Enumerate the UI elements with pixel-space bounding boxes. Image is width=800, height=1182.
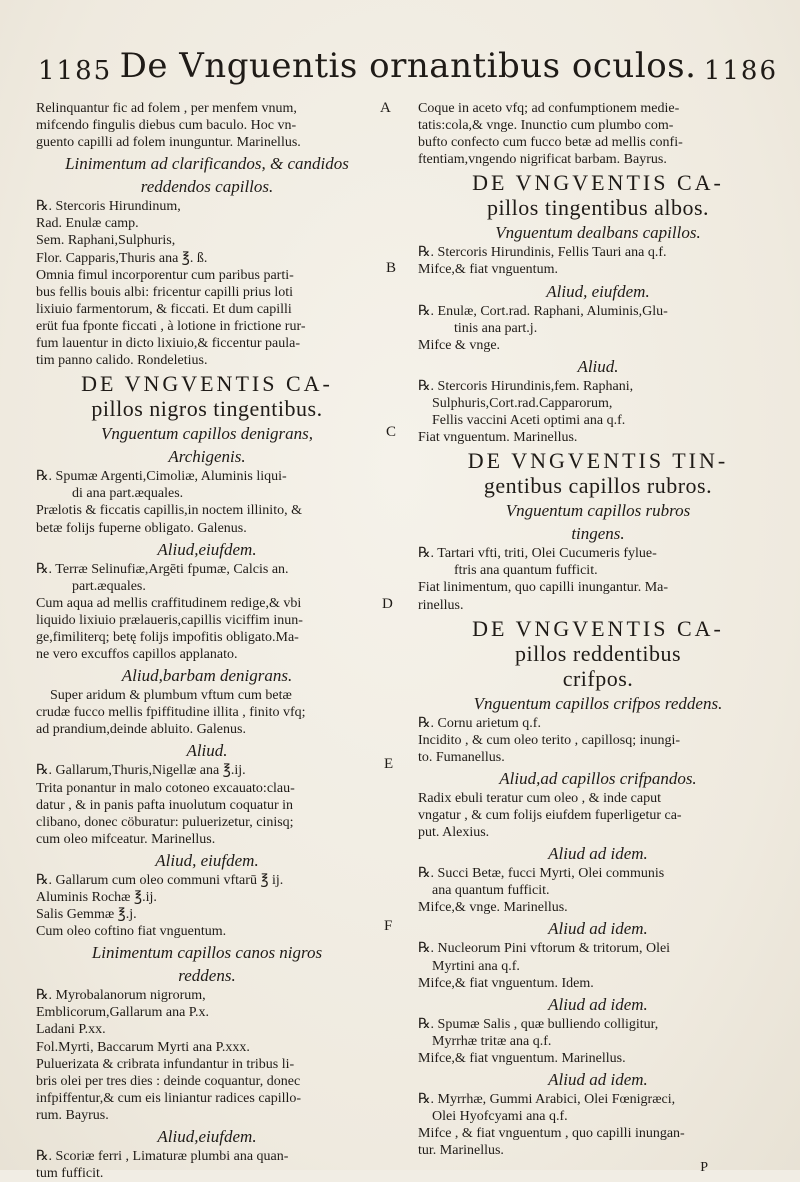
heading-italic: Aliud,eiufdem. xyxy=(157,1127,257,1147)
text-line: Olei Hyofcyami ana q.f. xyxy=(432,1109,568,1125)
left-column xyxy=(36,100,378,1182)
text-line: ℞. Enulæ, Cort.rad. Raphani, Aluminis,Glu- xyxy=(418,303,668,319)
text-line: Mifce,& fiat vnguentum. xyxy=(418,262,558,278)
text-line: liquido lixiuio prælaueris,capillis viciffim inun- xyxy=(36,612,303,628)
section-heading: DE VNGVENTIS TIN- xyxy=(467,448,729,474)
heading-italic: Aliud, eiufdem. xyxy=(155,850,259,870)
text-line: fum lauentur in dicto lixiuio,& ficcentur paula- xyxy=(36,336,300,352)
text-line: ℞. Terræ Selinufiæ,Argēti fpumæ, Calcis an. xyxy=(36,561,289,577)
page-header xyxy=(38,46,778,96)
text-line: Mifce,& fiat vnguentum. Idem. xyxy=(418,975,594,991)
margin-letter-e: E xyxy=(384,756,394,772)
heading-italic: Aliud ad idem. xyxy=(548,1070,648,1089)
page-number-right: 1186 xyxy=(703,56,778,86)
section-heading-sub: crifpos. xyxy=(562,665,634,691)
text-line: infpiffentur,& cum eis liniantur radices capillo- xyxy=(36,1090,302,1106)
text-line: vngatur , & cum folijs eiufdem fuperligetur ca- xyxy=(418,807,682,823)
heading-italic: Archigenis. xyxy=(168,447,246,467)
text-line: betæ folijs fuperne obligato. Galenus. xyxy=(36,520,247,536)
margin-letter-c: C xyxy=(386,424,397,440)
heading-italic: Aliud, eiufdem. xyxy=(546,281,650,301)
section-heading-sub: gentibus capillos rubros. xyxy=(483,473,713,499)
heading-italic: reddendos capillos. xyxy=(140,177,274,197)
heading-italic: Aliud,barbam denigrans. xyxy=(121,666,293,686)
heading-italic: Aliud ad idem. xyxy=(548,919,648,939)
text-line: mifcendo fingulis diebus cum baculo. Hoc vn- xyxy=(36,118,297,134)
text-line: di ana part.æquales. xyxy=(72,486,184,502)
text-line: Mifce,& vnge. Marinellus. xyxy=(418,900,568,916)
text-line: ad prandium,deinde abluito. Galenus. xyxy=(36,722,246,738)
margin-letter-a: A xyxy=(380,100,391,116)
text-line: tinis ana part.j. xyxy=(454,320,538,336)
heading-italic: Vnguentum capillos rubros xyxy=(505,501,691,521)
text-line: ℞. Succi Betæ, fucci Myrti, Olei communis xyxy=(418,866,665,882)
text-line: ℞. Tartari vfti, triti, Olei Cucumeris fylue- xyxy=(418,546,657,562)
heading-italic: Aliud ad idem. xyxy=(548,844,648,864)
section-heading-sub: pillos nigros tingentibus. xyxy=(91,396,323,422)
heading-italic: Vnguentum capillos crifpos reddens. xyxy=(473,693,723,713)
text-line: ℞. Spumæ Salis , quæ bulliendo colligitur, xyxy=(418,1016,659,1032)
catchword: P xyxy=(700,1160,708,1176)
text-line: Aluminis Rochæ ℥.ij. xyxy=(36,890,157,905)
text-line: tim panno calido. Rondeletius. xyxy=(36,353,208,369)
heading-italic: Aliud. xyxy=(577,356,619,376)
text-line: Rad. Enulæ camp. xyxy=(36,216,139,232)
text-line: Sem. Raphani,Sulphuris, xyxy=(36,233,176,249)
text-line: guento capilli ad folem inunguntur. Marinellus. xyxy=(36,135,301,151)
text-line: Super aridum & plumbum vftum cum betæ xyxy=(50,688,292,704)
margin-letter-f: F xyxy=(384,918,393,934)
text-line: bris olei per tres dies : deinde coquantur, donec xyxy=(36,1073,301,1089)
text-line: Incidito , & cum oleo terito , capillosq; inungi- xyxy=(418,732,681,748)
heading-italic: Aliud,ad capillos crifpandos. xyxy=(499,768,697,788)
text-line: ℞. Spumæ Argenti,Cimoliæ, Aluminis liqui- xyxy=(36,469,287,485)
text-line: to. Fumanellus. xyxy=(418,749,505,765)
text-line: crudæ fucco mellis fpiffitudine illita , finito vfq; xyxy=(36,705,306,721)
text-line: Mifce , & fiat vnguentum , quo capilli inungan- xyxy=(418,1126,685,1142)
text-line: Cum oleo coftino fiat vnguentum. xyxy=(36,924,227,940)
text-line: ℞. Cornu arietum q.f. xyxy=(418,715,541,731)
section-heading: DE VNGVENTIS CA- xyxy=(472,615,724,641)
heading-italic: Linimentum capillos canos nigros xyxy=(91,943,323,963)
heading-italic: Aliud,eiufdem. xyxy=(157,539,257,559)
text-line: clibano, donec cöburatur: puluerizetur, cinisq; xyxy=(36,814,294,830)
text-line: Fellis vaccini Aceti optimi ana q.f. xyxy=(432,413,626,429)
text-line: bufto confecto cum fucco betæ ad mellis confi- xyxy=(418,135,683,151)
text-line: tur. Marinellus. xyxy=(418,1143,504,1159)
section-heading-sub: pillos reddentibus xyxy=(514,640,682,666)
text-line: Fiat linimentum, quo capilli inungantur. Ma- xyxy=(418,580,669,596)
text-line: erüt fua fponte ficcati , à lotione in frictione rur- xyxy=(36,318,306,334)
section-heading-sub: pillos tingentibus albos. xyxy=(486,195,710,221)
section-heading: DE VNGVENTIS CA- xyxy=(472,170,724,196)
running-title: De Vnguentis ornantibus oculos. xyxy=(119,46,697,86)
heading-italic: Vnguentum dealbans capillos. xyxy=(495,223,701,243)
text-line: tatis:cola,& vnge. Inunctio cum plumbo com- xyxy=(418,118,674,134)
heading-italic: reddens. xyxy=(178,966,236,986)
page-number-left: 1185 xyxy=(38,56,113,86)
text-line: cum oleo mifceatur. Marinellus. xyxy=(36,831,216,847)
text-line: Emblicorum,Gallarum ana P.x. xyxy=(36,1005,210,1021)
text-line: ℞. Gallarum,Thuris,Nigellæ ana ℥.ij. xyxy=(36,763,246,779)
text-line: bus fellis bouis albi: fricentur capilli prius loti xyxy=(36,284,294,300)
text-line: Myrrhæ tritæ ana q.f. xyxy=(432,1033,552,1049)
text-line: tum fufficit. xyxy=(36,1166,104,1182)
text-line: rinellus. xyxy=(418,597,464,613)
heading-italic: Vnguentum capillos denigrans, xyxy=(100,424,313,444)
text-line: Sulphuris,Cort.rad.Capparorum, xyxy=(432,395,613,411)
text-line: ftentiam,vngendo nigrificat barbam. Bayrus. xyxy=(418,152,667,168)
text-line: ne vero excuffos capillos applanato. xyxy=(36,647,238,663)
text-line: ℞. Scoriæ ferri , Limaturæ plumbi ana quan- xyxy=(36,1149,289,1165)
text-line: Fol.Myrti, Baccarum Myrti ana P.xxx. xyxy=(36,1039,250,1055)
text-line: Trita ponantur in malo cotoneo excauato:clau- xyxy=(36,780,295,796)
text-line: ℞. Myrobalanorum nigrorum, xyxy=(36,988,206,1004)
text-line: rum. Bayrus. xyxy=(36,1107,109,1123)
text-line: lixiuio farmentorum, & ficcati. Et dum capilli xyxy=(36,301,292,317)
right-column xyxy=(418,100,778,1176)
heading-italic: Aliud. xyxy=(186,741,228,761)
text-line: Myrtini ana q.f. xyxy=(432,958,520,974)
text-line: put. Alexius. xyxy=(418,825,490,841)
heading-italic: Aliud ad idem. xyxy=(548,994,648,1014)
text-line: Coque in aceto vfq; ad confumptionem medie- xyxy=(418,101,680,116)
text-line: Prælotis & ficcatis capillis,in noctem illinito, & xyxy=(36,503,302,519)
heading-italic: tingens. xyxy=(571,524,625,544)
text-line: Flor. Capparis,Thuris ana ℥. ß. xyxy=(36,250,208,266)
text-line: Fiat vnguentum. Marinellus. xyxy=(418,430,578,446)
text-line: datur , & in panis pafta inuolutum coquatur in xyxy=(36,797,294,813)
text-line: ℞. Stercoris Hirundinum, xyxy=(36,199,181,215)
text-line: Ladani P.xx. xyxy=(36,1022,106,1038)
text-line: ℞. Nucleorum Pini vftorum & tritorum, Olei xyxy=(418,941,671,957)
text-line: Omnia fimul incorporentur cum paribus parti- xyxy=(36,267,294,283)
text-line: Cum aqua ad mellis craffitudinem redige,& vbi xyxy=(36,595,302,611)
text-line: ftris ana quantum fufficit. xyxy=(454,563,598,579)
text-line: ℞. Stercoris Hirundinis, Fellis Tauri ana q.f. xyxy=(418,245,667,261)
text-line: Salis Gemmæ ℥.j. xyxy=(36,907,137,923)
text-line: Mifce & vnge. xyxy=(418,337,501,353)
section-heading: DE VNGVENTIS CA- xyxy=(81,371,333,397)
text-line: Mifce,& fiat vnguentum. Marinellus. xyxy=(418,1050,626,1066)
margin-letter-d: D xyxy=(382,596,393,612)
margin-letter-b: B xyxy=(386,260,397,276)
text-line: ℞. Gallarum cum oleo communi vftarū ℥ ij. xyxy=(36,872,284,888)
text-line: ℞. Stercoris Hirundinis,fem. Raphani, xyxy=(418,378,634,394)
text-line: Puluerizata & cribrata infundantur in tribus li- xyxy=(36,1056,295,1072)
heading-italic: Linimentum ad clarificandos, & candidos xyxy=(65,154,349,174)
text-line: Radix ebuli teratur cum oleo , & inde caput xyxy=(418,790,661,806)
text-line: ge,fimiliterq; betę folijs impofitis obligato.Ma- xyxy=(36,629,299,645)
text-line: ℞. Myrrhæ, Gummi Arabici, Olei Fœnigræci, xyxy=(418,1092,676,1107)
text-line: part.æquales. xyxy=(72,578,146,594)
text-line: ana quantum fufficit. xyxy=(432,883,550,899)
text-line: Relinquantur fic ad folem , per menfem vnum, xyxy=(36,101,297,116)
